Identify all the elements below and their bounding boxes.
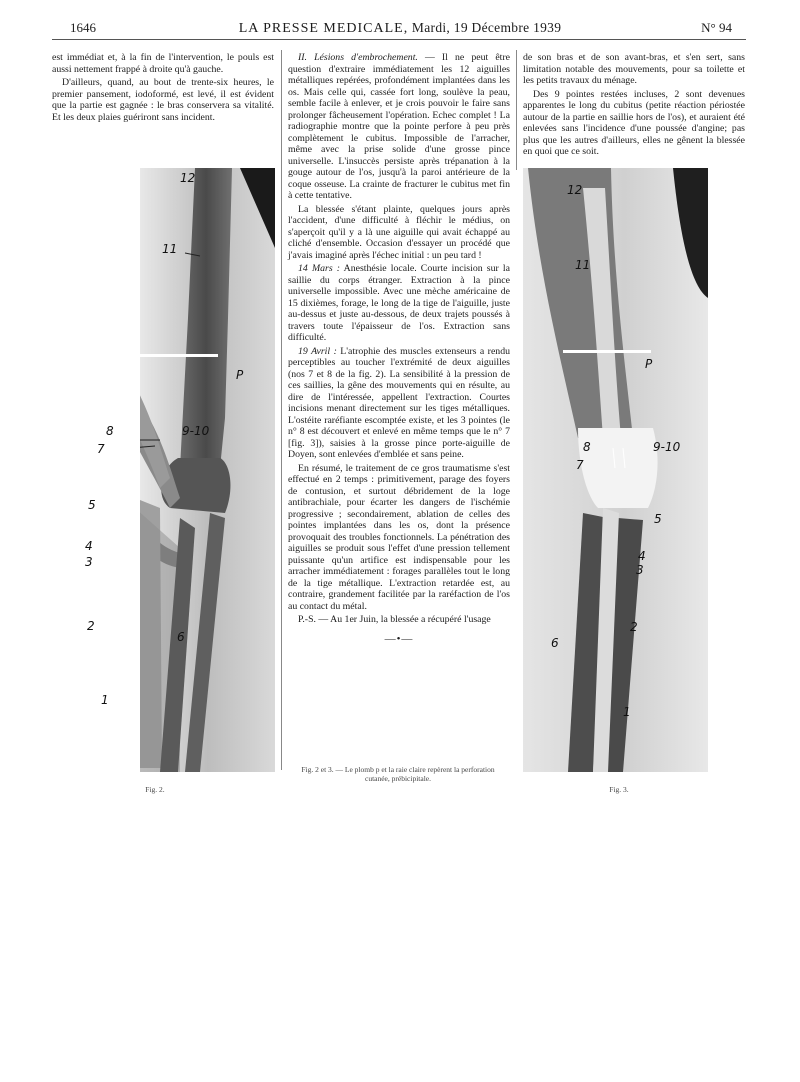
page-number: 1646 [70,20,96,35]
text-column-3 [523,52,745,160]
figure-label: 1 [623,705,631,719]
figure-label: 11 [162,242,178,256]
ornament: —•— [384,632,414,645]
page-header [0,20,800,40]
figure-label: 6 [177,630,185,644]
figure-label: 12 [567,183,583,197]
figure-label: 1 [101,693,109,707]
figure-label: 12 [180,171,196,185]
figure-label: P [645,357,653,371]
figure-label: 7 [576,458,584,472]
paragraph: En résumé, le traitement de ce gros traumatisme s'est effectué en 2 temps : primitivement, parage des foyers de contusion, et surtout débridement de la loge antibrachiale, pour écarter les dangers de l'ischémie progressive ; secondairement, ablation de celles des pointes implantées dans les os, dont la présence provoquait des troubles fonctionnels. La pénétration des aiguilles se produit sous l'effet d'une pression tellement puissante qu'un artifice est indispensable pour les arracher immédiatement : forages parallèles tout le long de la tige métallique. L'extraction retardée est, au contraire, grandement facilitée par la raréfaction de l'os au contact du métal. [288,462,510,612]
paragraph: La blessée s'étant plainte, quelques jours après l'accident, d'une difficulté à fléchir le médius, on s'aperçoit qu'il y a là une aiguille qui avait échappé au cliché d'ensemble. Occasion d'essayer un procédé que j'avais imaginé après l'échec initial : un peu tard ! [288,203,510,261]
paragraph: II. Lésions d'embrochement. — Il ne peut être question d'extraire immédiatement les 12 aiguilles métalliques repérées, profondément implantées dans les os. Mais celle qui, cassée fort long, soulève la peau, semble facile à enlever, et je crois pouvoir le faire sans prolonger fâcheusement l'opération. Echec complet ! La radiographie montre que la pointe perfore à peu près complètement le cubitus. Impossible de l'arracher, même avec la prise solide d'une grosse pince universelle. L'insuccès persiste après trépanation à la gouge autour de l'os, jusqu'à la paroi antérieure de la coque osseuse. La crainte de fracturer le cubitus met fin à cette tentative. [288,52,510,201]
section-heading: II. Lésions d'embrochement. [298,52,418,63]
paragraph: D'ailleurs, quand, au bout de trente-six heures, le premier pansement, iodoformé, est levé, il est évident que la partie est gagnée : le bras conservera sa vitalité. Et les deux plaies guériront sans incident. [52,77,274,123]
figure-label: 5 [88,498,96,512]
figure-label: 2 [630,620,638,634]
figure-label: 6 [551,636,559,650]
column-separator [281,50,282,770]
figure-label: 5 [654,512,662,526]
paragraph: 19 Avril : L'atrophie des muscles extenseurs a rendu perceptibles au toucher l'extrémité de deux aiguilles (nos 7 et 8 de la fig. 2). La sensibilité à la pression de ces saillies, la gêne des mouvements qui en résulte, au dire de l'intéressée, appellent l'extraction. Courtes incisions menant directement sur les tiges métalliques. L'ostéite raréfiante escomptée existe, et les 3 pointes (le n° 8 est découvert et enlevé en même temps que le n° 7 [fig. 3]), saisies à la grosse pince porte-aiguille de Doyen, sont enlevées d'emblée et sans peine. [288,345,510,460]
figure-2-caption: Fig. 2. [145,785,165,794]
paragraph: de son bras et de son avant-bras, et s'en sert, sans limitation notable des mouvements, pour sa toilette et les petits travaux du ménage. [523,52,745,86]
figures-caption: Fig. 2 et 3. — Le plomb p et la raie claire repèrent la perforation cutanée, prébicipitale. [301,765,495,783]
postscript: P.-S. — Au 1er Juin, la blessée a récupéré l'usage [298,614,491,625]
header-rule [52,39,746,40]
figure-label: 8 [106,424,114,438]
date-marker: 19 Avril : [298,345,337,357]
column-separator [516,50,517,170]
figure-label: 4 [85,539,93,553]
figure-label: 11 [575,258,591,272]
figure-3-radiograph [523,168,708,772]
issue-date: Mardi, 19 Décembre 1939 [411,20,562,35]
paragraph: est immédiat et, à la fin de l'intervention, le pouls est aussi nettement frappé à droite qu'à gauche. [52,52,274,75]
figure-label: 9-10 [653,440,681,454]
header-title [0,20,800,37]
journal-name: LA PRESSE MEDICALE, [238,21,409,36]
figure-label: P [236,368,244,382]
paragraph: 14 Mars : Anesthésie locale. Courte incision sur la saillie du corps étranger. Extraction à la pince universelle impossible. Avec une mèche américaine de 15 dixièmes, forage, le long de la tige de l'aiguille, juste au-dessus et juste au-dessous, de deux trajets poussés à travers toute l'épaisseur de l'os. Extraction sans difficulté. [288,263,510,343]
text-column-1 [52,52,274,125]
figure-label: 7 [97,442,105,456]
figure-label: 3 [85,555,93,569]
xray-image [523,168,708,772]
issue-number: N° 94 [701,20,732,35]
date-marker: 14 Mars : [298,263,341,274]
xray-image [140,168,275,772]
figure-label: 2 [87,619,95,633]
figure-label: 4 [638,549,646,563]
figure-3-caption: Fig. 3. [609,785,629,794]
figure-label: 8 [583,440,591,454]
figure-label: 9-10 [182,424,210,438]
text-column-2 [288,52,510,645]
figure-label: 3 [636,563,644,577]
figure-2-radiograph [140,168,275,772]
paragraph: Des 9 pointes restées incluses, 2 sont devenues apparentes le long du cubitus (petite réaction périostée autour de la partie en saillie hors de l'os), et auraient été enlevées sans l'incidence d'une poussée d'angine; pas plus que les autres d'ailleurs, elles ne gênent la blessée en quoi que ce soit. [523,88,745,157]
